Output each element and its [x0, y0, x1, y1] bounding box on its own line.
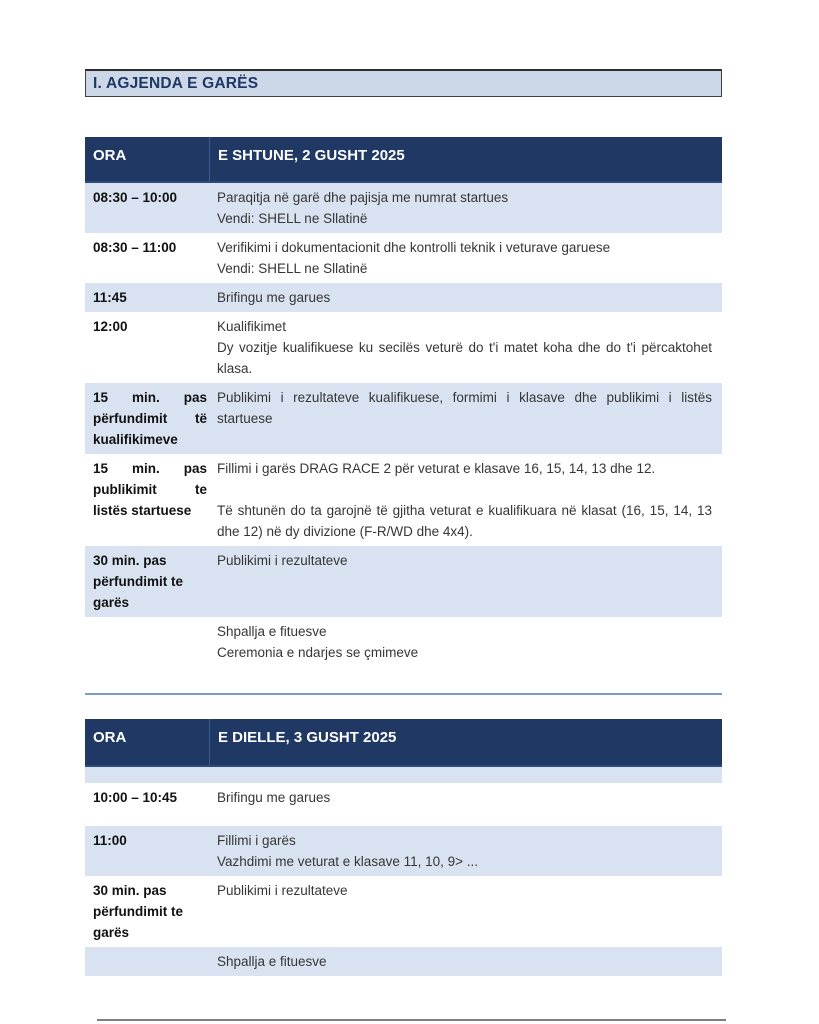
row-time: 08:30 – 11:00	[93, 240, 177, 255]
agenda-table-1	[85, 137, 722, 695]
row-description	[209, 312, 722, 383]
row-time: 11:00	[93, 833, 127, 848]
row-time: 15 min. pas përfundimit të kualifikimeve	[93, 390, 207, 447]
description-line: Publikimi i rezultateve	[217, 883, 348, 898]
row-description	[209, 454, 722, 546]
row-description	[209, 783, 722, 826]
agenda-row	[85, 283, 722, 312]
row-time: 11:45	[93, 290, 127, 305]
column-header-ora: ORA	[93, 729, 127, 746]
row-time: 15 min. pas publikimit te listës startuese	[93, 461, 207, 518]
row-time: 30 min. pas përfundimit te garës	[93, 883, 183, 940]
description-line: Verifikimi i dokumentacionit dhe kontrolli teknik i veturave garuese	[217, 240, 611, 255]
description-line: Vazhdimi me veturat e klasave 11, 10, 9> ...	[217, 854, 479, 869]
agenda-row	[85, 617, 722, 693]
description-line: Paraqitja në garë dhe pajisja me numrat startues	[217, 190, 509, 205]
description-line: Vendi: SHELL ne Sllatinë	[217, 211, 368, 226]
description-line	[217, 479, 712, 500]
agenda-row	[85, 876, 722, 947]
description-line: Brifingu me garues	[217, 790, 331, 805]
row-time: 10:00 – 10:45	[93, 790, 178, 805]
row-time: 30 min. pas përfundimit te garës	[93, 553, 183, 610]
row-description	[209, 826, 722, 876]
description-line: Kualifikimet	[217, 319, 287, 334]
description-line: Të shtunën do ta garojnë të gjitha veturat e kualifikuara në klasat (16, 15, 14, 13 dhe 12) në dy divizione (F-R/WD dhe 4x4).	[217, 503, 712, 539]
description-line: Dy vozitje kualifikuese ku secilës veturë do t'i matet koha dhe do t'i përcaktohet klasa.	[217, 340, 712, 376]
agenda-table-2	[85, 719, 722, 976]
description-line: Vendi: SHELL ne Sllatinë	[217, 261, 368, 276]
agenda-row	[85, 233, 722, 283]
row-description	[209, 383, 722, 454]
table-header-row	[85, 719, 722, 767]
agenda-row	[85, 183, 722, 233]
row-time	[85, 947, 209, 976]
description-line: Ceremonia e ndarjes se çmimeve	[217, 645, 419, 660]
description-line: Fillimi i garës DRAG RACE 2 për veturat e klasave 16, 15, 14, 13 dhe 12.	[217, 461, 656, 476]
description-line: Publikimi i rezultateve kualifikuese, formimi i klasave dhe publikimi i listës startuese	[217, 390, 712, 426]
section-title: I. AGJENDA E GARËS	[93, 74, 259, 92]
agenda-tables	[85, 137, 722, 976]
row-description	[209, 546, 722, 617]
agenda-row	[85, 454, 722, 546]
description-line: Shpallja e fituesve	[217, 624, 327, 639]
agenda-row	[85, 783, 722, 826]
spacer-row	[85, 767, 722, 783]
description-line: Shpallja e fituesve	[217, 954, 327, 969]
table-header-row	[85, 137, 722, 183]
row-description	[209, 876, 722, 947]
row-description	[209, 183, 722, 233]
row-time: 08:30 – 10:00	[93, 190, 178, 205]
row-description	[209, 283, 722, 312]
agenda-row	[85, 546, 722, 617]
section-title-bar	[85, 69, 722, 97]
agenda-row	[85, 312, 722, 383]
row-time: 12:00	[93, 319, 128, 334]
column-header-day: E DIELLE, 3 GUSHT 2025	[209, 719, 722, 765]
description-line: Brifingu me garues	[217, 290, 331, 305]
row-description	[209, 617, 722, 693]
description-line: Publikimi i rezultateve	[217, 553, 348, 568]
agenda-row	[85, 947, 722, 976]
footer-divider	[97, 1019, 726, 1021]
agenda-row	[85, 383, 722, 454]
agenda-row	[85, 826, 722, 876]
column-header-day: E SHTUNE, 2 GUSHT 2025	[209, 137, 722, 181]
row-description	[209, 947, 722, 976]
row-time	[85, 617, 209, 693]
description-line: Fillimi i garës	[217, 833, 296, 848]
column-header-ora: ORA	[93, 147, 127, 164]
row-description	[209, 233, 722, 283]
